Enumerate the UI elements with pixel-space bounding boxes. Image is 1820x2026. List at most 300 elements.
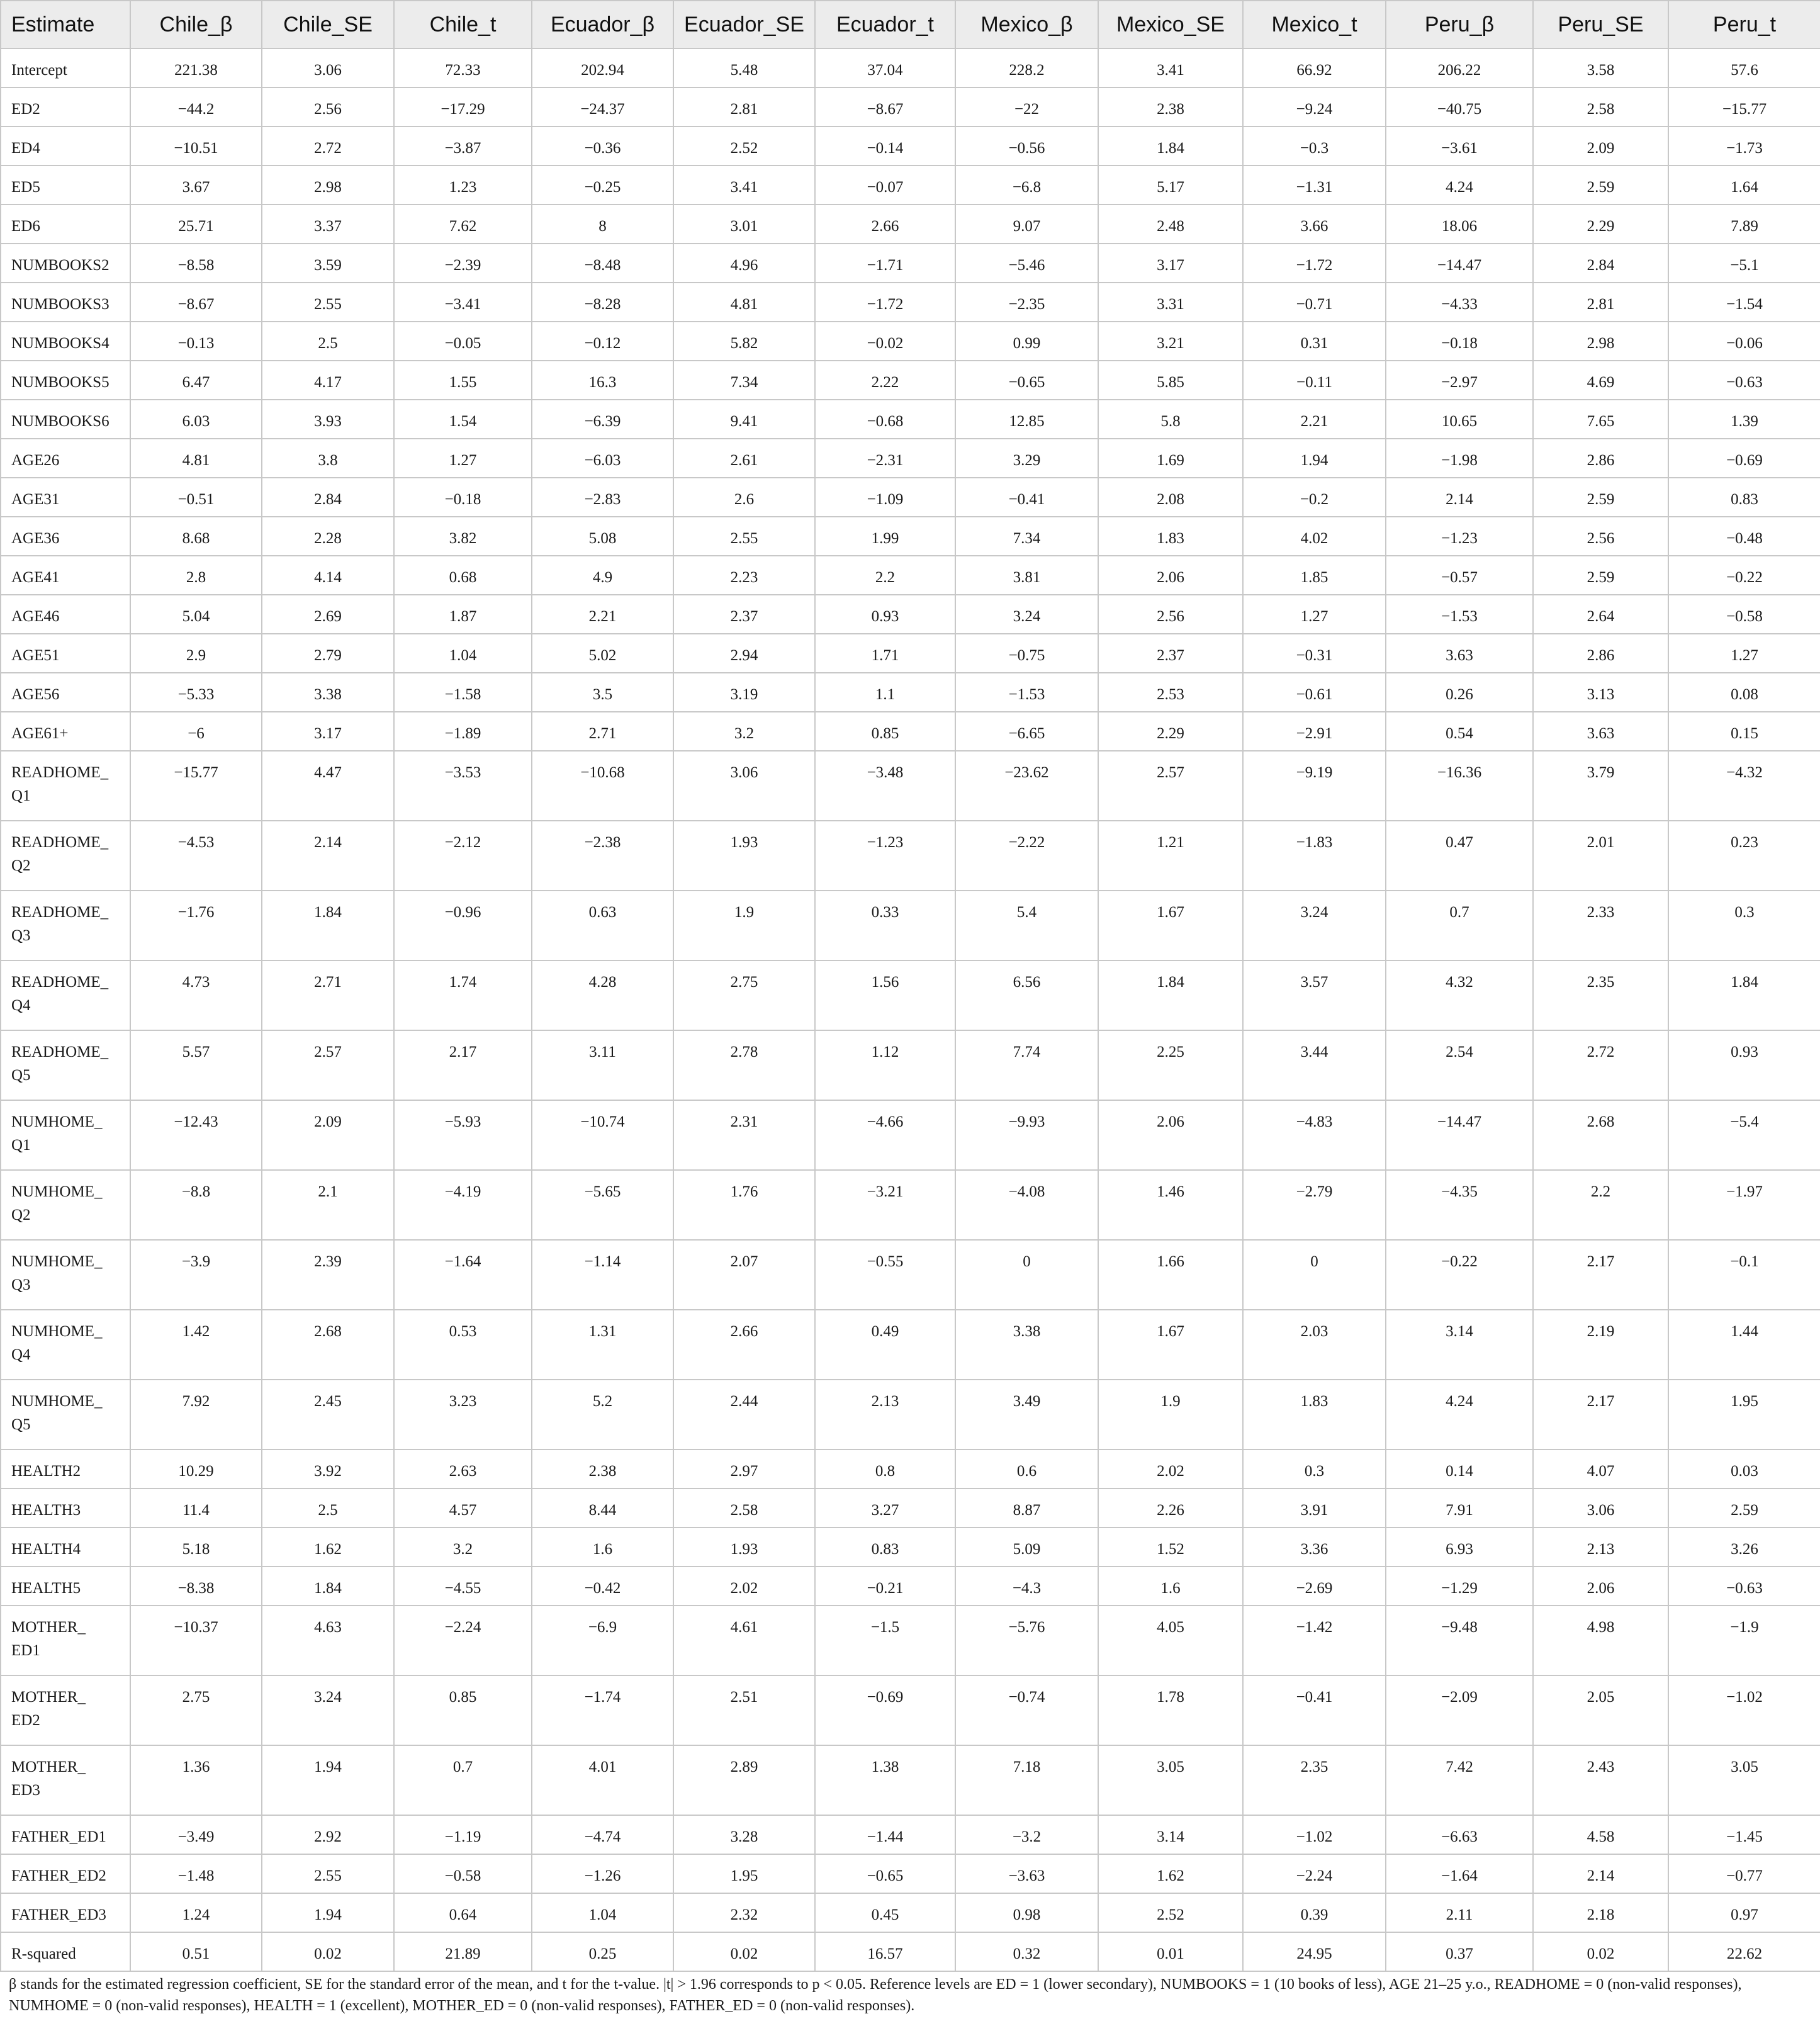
table-cell: 3.57 [1243,960,1386,1030]
table-row [1,439,1820,478]
table-cell: 0.93 [1668,1030,1820,1100]
table-cell: −12.43 [130,1100,262,1170]
table-cell: −0.42 [532,1567,673,1606]
table-cell: −3.48 [815,751,955,821]
table-cell: 1.84 [1668,960,1820,1030]
table-cell: −8.58 [130,244,262,283]
table-cell: 1.83 [1098,517,1243,556]
table-cell: 4.28 [532,960,673,1030]
table-cell: 2.2 [815,556,955,595]
table-row [1,1240,1820,1310]
table-cell: −9.48 [1386,1606,1533,1675]
header-row [1,1,1820,48]
table-row [1,1815,1820,1854]
table-cell: 3.28 [673,1815,815,1854]
table-cell: −3.2 [955,1815,1098,1854]
table-row [1,244,1820,283]
row-label: AGE61+ [1,712,130,751]
table-cell: 2.59 [1533,556,1668,595]
table-cell: −5.4 [1668,1100,1820,1170]
table-cell: 5.85 [1098,361,1243,400]
row-label: ED6 [1,205,130,244]
table-cell: 3.27 [815,1489,955,1528]
row-label: HEALTH4 [1,1528,130,1567]
table-cell: 3.14 [1386,1310,1533,1380]
table-cell: 2.26 [1098,1489,1243,1528]
table-cell: −22 [955,87,1098,127]
table-cell: 1.76 [673,1170,815,1240]
table-cell: 2.72 [1533,1030,1668,1100]
table-cell: 2.69 [262,595,394,634]
column-header: Chile_β [130,1,262,48]
table-cell: −1.54 [1668,283,1820,322]
row-label: NUMHOME_ Q3 [1,1240,130,1310]
table-cell: 1.9 [673,891,815,960]
table-cell: 2.38 [532,1449,673,1489]
table-cell: 2.66 [815,205,955,244]
table-cell: −2.09 [1386,1675,1533,1745]
table-cell: −40.75 [1386,87,1533,127]
table-cell: −0.55 [815,1240,955,1310]
table-cell: 0.53 [394,1310,532,1380]
row-label: MOTHER_ ED2 [1,1675,130,1745]
table-cell: 1.31 [532,1310,673,1380]
table-row [1,556,1820,595]
table-cell: 2.52 [1098,1893,1243,1932]
table-cell: 5.17 [1098,166,1243,205]
table-cell: 0.97 [1668,1893,1820,1932]
row-label: READHOME_ Q4 [1,960,130,1030]
column-header: Chile_SE [262,1,394,48]
table-cell: 0.32 [955,1932,1098,1971]
table-cell: 228.2 [955,48,1098,87]
table-cell: −1.14 [532,1240,673,1310]
table-cell: 2.09 [1533,127,1668,166]
table-cell: −0.68 [815,400,955,439]
table-cell: −4.53 [130,821,262,891]
table-cell: 2.31 [673,1100,815,1170]
table-cell: −0.57 [1386,556,1533,595]
table-cell: 3.01 [673,205,815,244]
table-cell: 0.02 [1533,1932,1668,1971]
table-cell: −0.14 [815,127,955,166]
table-cell: 1.66 [1098,1240,1243,1310]
table-cell: −17.29 [394,87,532,127]
table-cell: 5.4 [955,891,1098,960]
table-cell: 0.47 [1386,821,1533,891]
table-cell: −3.9 [130,1240,262,1310]
table-row [1,166,1820,205]
table-cell: 4.69 [1533,361,1668,400]
table-cell: 24.95 [1243,1932,1386,1971]
table-cell: 0.37 [1386,1932,1533,1971]
row-label: MOTHER_ ED1 [1,1606,130,1675]
table-cell: 0.68 [394,556,532,595]
table-cell: 7.74 [955,1030,1098,1100]
row-label: NUMBOOKS3 [1,283,130,322]
table-cell: 2.35 [1533,960,1668,1030]
table-cell: 2.23 [673,556,815,595]
table-cell: 12.85 [955,400,1098,439]
table-cell: −0.18 [394,478,532,517]
table-cell: −0.25 [532,166,673,205]
table-cell: 1.95 [1668,1380,1820,1449]
table-cell: 10.29 [130,1449,262,1489]
table-cell: 5.04 [130,595,262,634]
table-cell: 1.6 [1098,1567,1243,1606]
table-cell: −44.2 [130,87,262,127]
table-cell: −1.26 [532,1854,673,1893]
table-cell: 5.2 [532,1380,673,1449]
table-row [1,205,1820,244]
table-cell: 4.47 [262,751,394,821]
table-cell: 1.93 [673,1528,815,1567]
table-cell: 2.18 [1533,1893,1668,1932]
column-header: Peru_SE [1533,1,1668,48]
row-label: Intercept [1,48,130,87]
table-cell: 3.59 [262,244,394,283]
table-cell: 3.38 [955,1310,1098,1380]
table-cell: −0.75 [955,634,1098,673]
table-cell: −2.31 [815,439,955,478]
table-row [1,322,1820,361]
table-cell: 2.56 [1098,595,1243,634]
table-cell: 0.08 [1668,673,1820,712]
table-cell: 25.71 [130,205,262,244]
table-cell: 2.97 [673,1449,815,1489]
table-cell: −3.61 [1386,127,1533,166]
table-cell: 1.27 [394,439,532,478]
table-cell: 3.44 [1243,1030,1386,1100]
table-cell: 0.6 [955,1449,1098,1489]
table-cell: −2.69 [1243,1567,1386,1606]
row-label: READHOME_ Q2 [1,821,130,891]
table-cell: 2.29 [1098,712,1243,751]
table-cell: 2.92 [262,1815,394,1854]
table-cell: −0.65 [815,1854,955,1893]
table-cell: 2.98 [262,166,394,205]
table-cell: 0 [1243,1240,1386,1310]
table-cell: 2.5 [262,1489,394,1528]
table-cell: −1.76 [130,891,262,960]
table-row [1,48,1820,87]
table-cell: −1.64 [1386,1854,1533,1893]
table-row [1,400,1820,439]
row-label: NUMHOME_ Q2 [1,1170,130,1240]
table-cell: 2.71 [262,960,394,1030]
table-cell: −2.24 [394,1606,532,1675]
table-cell: −1.98 [1386,439,1533,478]
table-cell: 2.78 [673,1030,815,1100]
row-label: NUMHOME_ Q4 [1,1310,130,1380]
table-cell: 2.43 [1533,1745,1668,1815]
table-cell: 2.53 [1098,673,1243,712]
table-cell: 4.81 [130,439,262,478]
column-header: Ecuador_t [815,1,955,48]
table-row [1,960,1820,1030]
table-cell: 3.17 [1098,244,1243,283]
table-cell: −1.29 [1386,1567,1533,1606]
table-cell: −0.2 [1243,478,1386,517]
table-cell: 8.87 [955,1489,1098,1528]
table-cell: 1.04 [394,634,532,673]
row-label: ED2 [1,87,130,127]
table-cell: −4.66 [815,1100,955,1170]
table-cell: 1.71 [815,634,955,673]
table-cell: 1.94 [1243,439,1386,478]
table-cell: 8.44 [532,1489,673,1528]
table-cell: 3.93 [262,400,394,439]
table-row [1,1893,1820,1932]
table-cell: 2.98 [1533,322,1668,361]
column-header: Mexico_t [1243,1,1386,48]
column-header-estimate: Estimate [1,1,130,48]
table-cell: −2.91 [1243,712,1386,751]
table-cell: 1.99 [815,517,955,556]
column-header: Mexico_β [955,1,1098,48]
table-cell: 2.29 [1533,205,1668,244]
table-footnote: β stands for the estimated regression coefficient, SE for the standard error of the mean, and t for the t-value. |t| > 1.96 corresponds to p < 0.05. Reference levels are ED = 1 (lower secondary), NUMBOOKS = 1 (10 books of less), AGE 21–25 y.o., READHOME = 0 (non-valid responses), NUMHOME = 0 (non-valid responses), HEALTH = 1 (excellent), MOTHER_ED = 0 (non-valid responses), FATHER_ED = 0 (non-valid responses). [9,1976,1742,2014]
table-cell: 2.55 [673,517,815,556]
table-cell: 0.54 [1386,712,1533,751]
table-cell: 2.14 [1386,478,1533,517]
table-cell: 0.03 [1668,1449,1820,1489]
table-cell: 2.64 [1533,595,1668,634]
table-cell: 7.65 [1533,400,1668,439]
table-cell: 2.58 [1533,87,1668,127]
table-cell: −0.65 [955,361,1098,400]
table-cell: 7.62 [394,205,532,244]
table-cell: 3.5 [532,673,673,712]
table-cell: 2.75 [673,960,815,1030]
table-cell: 6.03 [130,400,262,439]
table-cell: 2.17 [394,1030,532,1100]
table-cell: 0.64 [394,1893,532,1932]
table-cell: 3.67 [130,166,262,205]
table-cell: −1.89 [394,712,532,751]
row-label: NUMBOOKS6 [1,400,130,439]
table-cell: 5.48 [673,48,815,87]
row-label: NUMBOOKS5 [1,361,130,400]
table-cell: 7.34 [955,517,1098,556]
table-cell: 66.92 [1243,48,1386,87]
table-cell: −0.05 [394,322,532,361]
table-cell: 1.62 [262,1528,394,1567]
table-cell: 221.38 [130,48,262,87]
table-cell: 3.58 [1533,48,1668,87]
table-cell: 2.58 [673,1489,815,1528]
table-cell: 4.81 [673,283,815,322]
table-cell: 3.24 [1243,891,1386,960]
table-cell: 3.38 [262,673,394,712]
table-cell: −1.23 [1386,517,1533,556]
row-label: AGE26 [1,439,130,478]
table-cell: 1.69 [1098,439,1243,478]
table-cell: −5.93 [394,1100,532,1170]
table-cell: −8.38 [130,1567,262,1606]
table-cell: 1.93 [673,821,815,891]
table-cell: 1.27 [1243,595,1386,634]
table-cell: 5.82 [673,322,815,361]
table-cell: 2.06 [1098,1100,1243,1170]
table-cell: 1.94 [262,1893,394,1932]
table-cell: −0.18 [1386,322,1533,361]
table-cell: −0.02 [815,322,955,361]
column-header: Peru_t [1668,1,1820,48]
table-cell: 1.67 [1098,891,1243,960]
table-cell: 2.55 [262,283,394,322]
table-cell: 2.13 [1533,1528,1668,1567]
table-cell: 5.02 [532,634,673,673]
table-cell: 4.98 [1533,1606,1668,1675]
table-cell: 5.18 [130,1528,262,1567]
table-cell: 7.18 [955,1745,1098,1815]
table-cell: 1.85 [1243,556,1386,595]
table-cell: −0.11 [1243,361,1386,400]
row-label: READHOME_ Q3 [1,891,130,960]
table-cell: 0.14 [1386,1449,1533,1489]
table-cell: 1.42 [130,1310,262,1380]
table-cell: −0.3 [1243,127,1386,166]
table-cell: 3.41 [673,166,815,205]
row-label: AGE56 [1,673,130,712]
table-cell: 2.33 [1533,891,1668,960]
row-label: NUMBOOKS4 [1,322,130,361]
table-cell: 2.55 [262,1854,394,1893]
table-cell: 2.01 [1533,821,1668,891]
table-cell: 3.11 [532,1030,673,1100]
table-cell: 2.59 [1533,478,1668,517]
table-cell: 202.94 [532,48,673,87]
row-label: HEALTH2 [1,1449,130,1489]
table-cell: −8.48 [532,244,673,283]
table-cell: 6.47 [130,361,262,400]
table-cell: −1.72 [815,283,955,322]
table-cell: 1.83 [1243,1380,1386,1449]
table-cell: 2.35 [1243,1745,1386,1815]
table-cell: −3.53 [394,751,532,821]
table-cell: 1.94 [262,1745,394,1815]
table-cell: −1.64 [394,1240,532,1310]
table-cell: 3.13 [1533,673,1668,712]
table-cell: 3.05 [1668,1745,1820,1815]
table-cell: 2.22 [815,361,955,400]
table-cell: −2.79 [1243,1170,1386,1240]
table-cell: −15.77 [1668,87,1820,127]
table-cell: 3.29 [955,439,1098,478]
table-cell: −0.96 [394,891,532,960]
table-cell: 2.63 [394,1449,532,1489]
table-cell: −6 [130,712,262,751]
table-cell: −1.97 [1668,1170,1820,1240]
table-cell: −1.58 [394,673,532,712]
table-cell: −2.97 [1386,361,1533,400]
table-cell: 4.05 [1098,1606,1243,1675]
table-row [1,361,1820,400]
table-cell: 9.41 [673,400,815,439]
table-cell: −3.87 [394,127,532,166]
table-cell: 3.66 [1243,205,1386,244]
row-label: FATHER_ED1 [1,1815,130,1854]
table-cell: −1.45 [1668,1815,1820,1854]
table-cell: 1.67 [1098,1310,1243,1380]
table-cell: −0.07 [815,166,955,205]
table-cell: 4.32 [1386,960,1533,1030]
table-cell: 3.06 [262,48,394,87]
row-label: AGE31 [1,478,130,517]
table-cell: 72.33 [394,48,532,87]
table-row [1,87,1820,127]
table-cell: 1.1 [815,673,955,712]
table-cell: 3.21 [1098,322,1243,361]
table-cell: 3.24 [262,1675,394,1745]
table-cell: 22.62 [1668,1932,1820,1971]
table-cell: −3.49 [130,1815,262,1854]
table-cell: 2.84 [262,478,394,517]
row-label: MOTHER_ ED3 [1,1745,130,1815]
table-cell: −0.56 [955,127,1098,166]
table-cell: 2.06 [1098,556,1243,595]
row-label: AGE41 [1,556,130,595]
table-cell: 2.9 [130,634,262,673]
table-cell: 0.33 [815,891,955,960]
table-cell: 0.45 [815,1893,955,1932]
table-cell: 3.14 [1098,1815,1243,1854]
table-cell: 4.07 [1533,1449,1668,1489]
table-cell: 3.8 [262,439,394,478]
table-cell: 21.89 [394,1932,532,1971]
table-cell: 1.56 [815,960,955,1030]
table-cell: −10.74 [532,1100,673,1170]
table-cell: 5.8 [1098,400,1243,439]
table-cell: −4.35 [1386,1170,1533,1240]
table-cell: −23.62 [955,751,1098,821]
table-cell: 4.73 [130,960,262,1030]
table-row [1,1380,1820,1449]
table-cell: 2.13 [815,1380,955,1449]
table-cell: 4.61 [673,1606,815,1675]
table-cell: 5.08 [532,517,673,556]
table-cell: 2.81 [673,87,815,127]
table-cell: 1.87 [394,595,532,634]
table-cell: 2.71 [532,712,673,751]
table-row [1,1449,1820,1489]
table-cell: 2.57 [262,1030,394,1100]
table-cell: 2.52 [673,127,815,166]
table-cell: 2.03 [1243,1310,1386,1380]
table-cell: 2.86 [1533,439,1668,478]
table-cell: 3.41 [1098,48,1243,87]
table-cell: −0.22 [1386,1240,1533,1310]
table-cell: 6.93 [1386,1528,1533,1567]
table-cell: 0.02 [673,1932,815,1971]
column-header: Chile_t [394,1,532,48]
table-cell: −5.65 [532,1170,673,1240]
table-cell: 6.56 [955,960,1098,1030]
table-cell: 5.57 [130,1030,262,1100]
table-cell: 2.28 [262,517,394,556]
table-cell: 2.37 [1098,634,1243,673]
table-cell: 0.7 [394,1745,532,1815]
table-cell: −0.69 [1668,439,1820,478]
table-cell: 7.42 [1386,1745,1533,1815]
table-cell: −0.58 [394,1854,532,1893]
table-cell: 1.84 [1098,127,1243,166]
table-cell: 4.02 [1243,517,1386,556]
table-row [1,1932,1820,1971]
table-cell: 1.74 [394,960,532,1030]
row-label: ED4 [1,127,130,166]
